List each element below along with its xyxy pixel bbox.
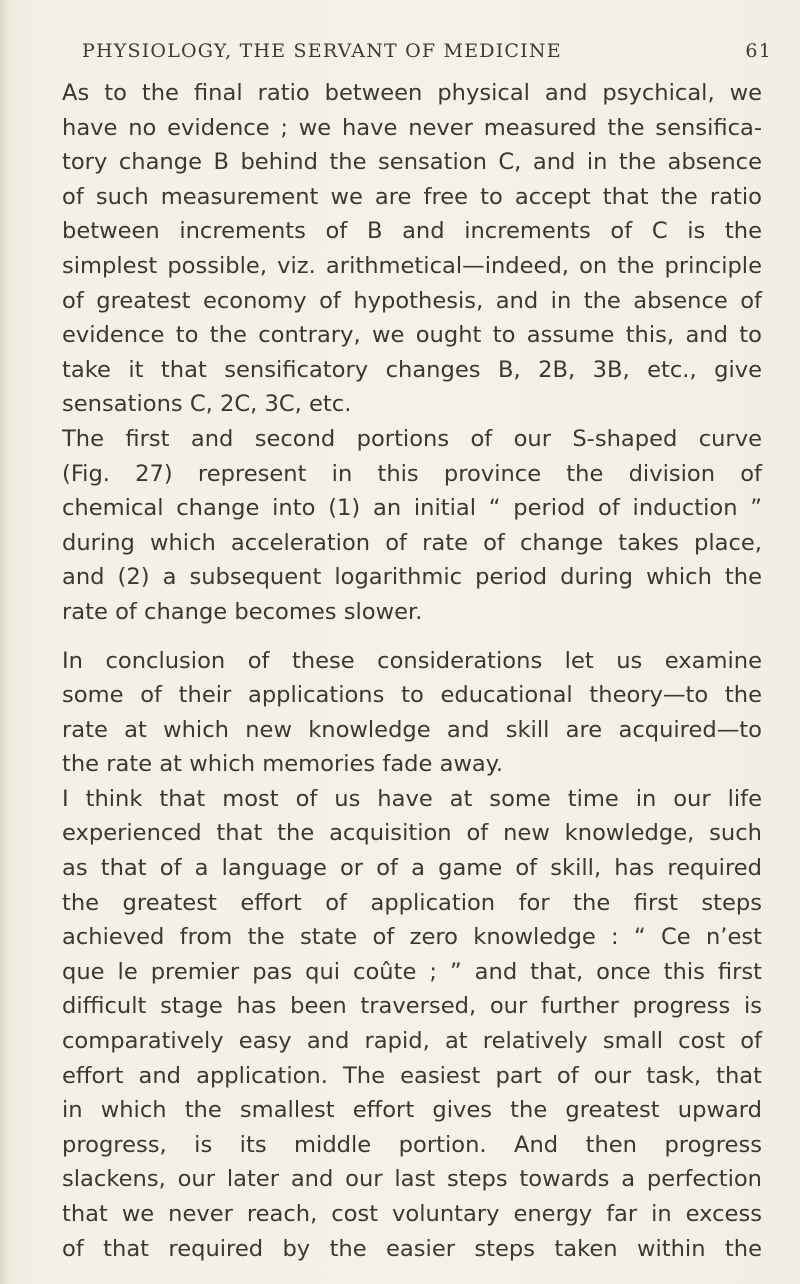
- running-header: [82, 40, 772, 62]
- text-line: As to the final ratio between physical and psychical, we: [62, 80, 762, 106]
- text-line: evidence to the contrary, we ought to assume this, and to: [62, 322, 762, 349]
- text-line: achieved from the state of zero knowledge : “ Ce n’est: [62, 924, 762, 951]
- running-title: PHYSIOLOGY, THE SERVANT OF MEDICINE: [82, 40, 562, 62]
- text-line: simplest possible, viz. arithmetical—indeed, on the principle: [62, 252, 762, 279]
- text-line: In conclusion of these considerations let us examine: [62, 647, 762, 674]
- text-line: (Fig. 27) represent in this province the division of: [62, 460, 762, 487]
- body-text: [62, 76, 762, 1266]
- text-line: que le premier pas qui coûte ; ” and that, once this first: [62, 958, 762, 985]
- text-line: in which the smallest effort gives the greatest upward: [62, 1097, 762, 1124]
- text-line: I think that most of us have at some time in our life: [62, 785, 762, 812]
- text-line: The first and second portions of our S-shaped curve: [62, 425, 762, 452]
- text-line: effort and application. The easiest part of our task, that: [62, 1062, 762, 1089]
- text-line: rate of change becomes slower.: [62, 598, 423, 625]
- text-line: of such measurement we are free to accept that the ratio: [62, 183, 762, 210]
- text-line: and (2) a subsequent logarithmic period during which the: [62, 564, 762, 591]
- text-line: rate at which new knowledge and skill are acquired—to: [62, 716, 762, 743]
- text-line: experienced that the acquisition of new knowledge, such: [62, 820, 762, 847]
- text-line: have no evidence ; we have never measured the sensifica-: [62, 114, 762, 141]
- text-line: take it that sensificatory changes B, 2B, 3B, etc., give: [62, 356, 762, 383]
- text-line: chemical change into (1) an initial “ period of induction ”: [62, 495, 762, 522]
- text-line: of that required by the easier steps taken within the: [62, 1235, 762, 1262]
- text-line: that we never reach, cost voluntary energy far in excess: [62, 1201, 762, 1227]
- text-line: sensations C, 2C, 3C, etc.: [62, 391, 352, 418]
- text-line: between increments of B and increments of C is the: [62, 218, 762, 245]
- text-line: tory change B behind the sensation C, and in the absence: [62, 149, 762, 176]
- text-line: the rate at which memories fade away.: [62, 751, 504, 778]
- page-edge-shadow: [0, 0, 10, 1284]
- paragraph-gap: [62, 630, 762, 644]
- text-line: the greatest effort of application for the first steps: [62, 889, 762, 916]
- page-number: 61: [745, 40, 772, 62]
- text-line: some of their applications to educational theory—to the: [62, 682, 762, 709]
- text-line: of greatest economy of hypothesis, and in the absence of: [62, 287, 762, 314]
- text-line: as that of a language or of a game of skill, has required: [62, 855, 762, 882]
- text-line: comparatively easy and rapid, at relatively small cost of: [62, 1028, 762, 1055]
- text-line: slackens, our later and our last steps towards a perfection: [62, 1166, 762, 1193]
- text-line: difficult stage has been traversed, our further progress is: [62, 993, 762, 1020]
- text-line: during which acceleration of rate of change takes place,: [62, 529, 762, 556]
- text-line: progress, is its middle portion. And then progress: [62, 1131, 762, 1158]
